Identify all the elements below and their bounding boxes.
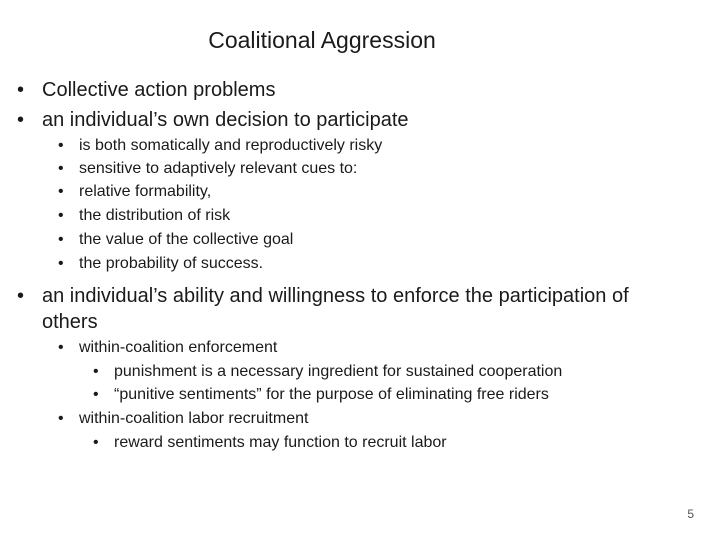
sub-bullet-item: the distribution of risk bbox=[79, 207, 231, 224]
sub-bullet-item: is both somatically and reproductively risky bbox=[79, 137, 383, 154]
bullet-glyph: • bbox=[17, 79, 25, 101]
sub-bullet-item: the probability of success. bbox=[79, 255, 264, 272]
sub-bullet-glyph: • bbox=[58, 255, 64, 272]
slide-title: Coalitional Aggression bbox=[208, 27, 436, 53]
sub-sub-bullet-item: “punitive sentiments” for the purpose of eliminating free riders bbox=[114, 386, 549, 403]
sub-sub-bullet-glyph: • bbox=[93, 386, 99, 403]
sub-bullet-item: within-coalition labor recruitment bbox=[79, 410, 309, 427]
sub-bullet-glyph: • bbox=[58, 207, 64, 224]
bullet-item: Collective action problems bbox=[42, 79, 276, 101]
sub-bullet-item: sensitive to adaptively relevant cues to: bbox=[79, 160, 358, 177]
sub-bullet-glyph: • bbox=[58, 410, 64, 427]
bullet-item: an individual’s ability and willingness to enforce the participation of bbox=[42, 285, 629, 307]
bullet-item-continuation: others bbox=[42, 311, 98, 333]
bullet-item: an individual’s own decision to participate bbox=[42, 109, 409, 131]
sub-bullet-item: the value of the collective goal bbox=[79, 231, 294, 248]
sub-bullet-glyph: • bbox=[58, 160, 64, 177]
bullet-glyph: • bbox=[17, 109, 25, 131]
sub-sub-bullet-item: punishment is a necessary ingredient for sustained cooperation bbox=[114, 363, 563, 380]
sub-bullet-glyph: • bbox=[58, 183, 64, 200]
sub-bullet-item: relative formability, bbox=[79, 183, 212, 200]
sub-bullet-glyph: • bbox=[58, 339, 64, 356]
sub-sub-bullet-item: reward sentiments may function to recruit labor bbox=[114, 434, 447, 451]
sub-bullet-item: within-coalition enforcement bbox=[79, 339, 278, 356]
page-number: 5 bbox=[687, 507, 694, 521]
sub-bullet-glyph: • bbox=[58, 231, 64, 248]
bullet-glyph: • bbox=[17, 285, 25, 307]
sub-sub-bullet-glyph: • bbox=[93, 434, 99, 451]
sub-sub-bullet-glyph: • bbox=[93, 363, 99, 380]
sub-bullet-glyph: • bbox=[58, 137, 64, 154]
